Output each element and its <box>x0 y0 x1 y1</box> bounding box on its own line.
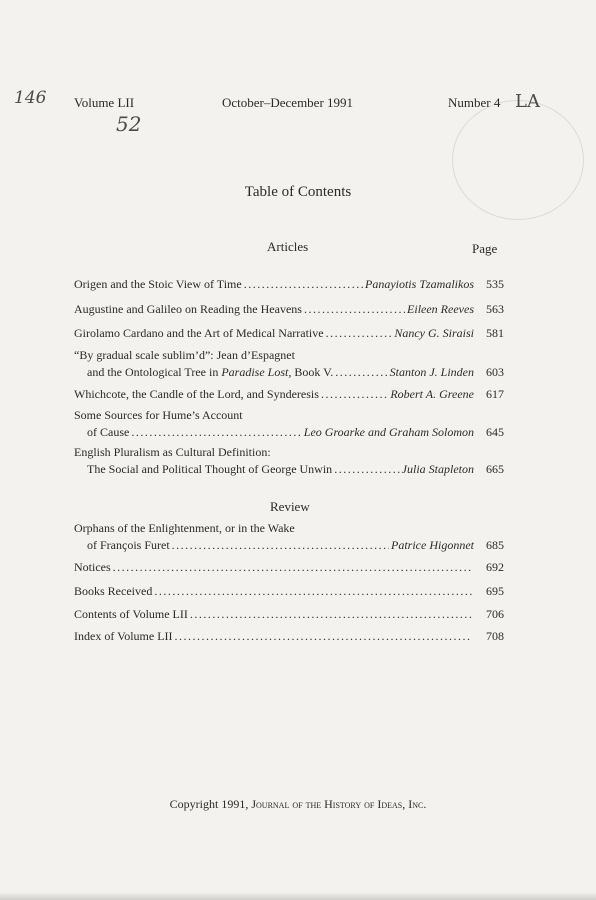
dot-leader <box>334 461 399 478</box>
entry-page: 645 <box>486 425 504 439</box>
dot-leader <box>113 559 472 576</box>
handwritten-corner-note: LA <box>515 91 540 112</box>
dot-leader <box>321 386 388 403</box>
toc-entry <box>74 583 504 600</box>
entry-page: 708 <box>486 629 504 643</box>
dot-leader <box>326 325 393 342</box>
entry-page: 706 <box>486 607 504 621</box>
volume-label: Volume LII <box>74 95 135 110</box>
articles-heading: Articles <box>267 239 309 254</box>
entry-author: Julia Stapleton <box>401 462 474 476</box>
dot-leader <box>131 424 301 441</box>
toc-entry <box>74 325 504 342</box>
library-stamp <box>452 100 584 220</box>
entry-title: Origen and the Stoic View of Time <box>74 277 242 291</box>
entry-title: Whichcote, the Candle of the Lord, and Synderesis <box>74 387 319 401</box>
entry-page: 581 <box>486 326 504 340</box>
entry-page: 603 <box>486 365 504 379</box>
entry-author: Panayiotis Tzamalikos <box>364 277 474 291</box>
entry-title-continued: and the Ontological Tree in <box>87 365 219 379</box>
toc-entry <box>74 606 504 623</box>
toc-entry <box>74 559 504 576</box>
page-heading: Page <box>472 241 498 256</box>
entry-title-continued: The Social and Political Thought of George Unwin <box>87 462 333 476</box>
toc-entry <box>74 347 504 381</box>
dot-leader <box>175 628 472 645</box>
journal-name: Journal of the History of Ideas, Inc. <box>251 797 427 811</box>
entry-page: 685 <box>486 538 504 552</box>
toc-entry <box>74 276 504 293</box>
review-heading: Review <box>270 499 310 514</box>
entry-title: Index of Volume LII <box>74 629 173 643</box>
entry-page: 695 <box>486 584 504 598</box>
handwritten-volume-note: 52 <box>116 112 142 136</box>
dot-leader <box>190 606 472 623</box>
entry-title: Orphans of the Enlightenment, or in the Wake <box>74 521 295 535</box>
entry-page: 692 <box>486 560 504 574</box>
entry-title: Notices <box>74 560 111 574</box>
toc-entry <box>74 301 504 318</box>
dot-leader <box>154 583 472 600</box>
toc-entry <box>74 520 504 554</box>
issue-date: October–December 1991 <box>222 95 354 110</box>
entry-title: Girolamo Cardano and the Art of Medical Narrative <box>74 326 324 340</box>
entry-title: Contents of Volume LII <box>74 607 188 621</box>
entry-page: 563 <box>486 302 504 316</box>
entry-author: Eileen Reeves <box>407 302 474 316</box>
entry-author: Patrice Higonnet <box>391 538 474 552</box>
toc-entry <box>74 444 504 478</box>
issue-number: Number 4 <box>448 95 501 110</box>
entry-title-italic: Paradise Lost, <box>221 365 292 379</box>
handwritten-shelf-note: 146 <box>14 88 47 108</box>
toc-entry <box>74 407 504 441</box>
entry-title-continued: of François Furet <box>87 538 170 552</box>
copyright-notice <box>0 797 596 812</box>
entry-title-continued: Book V. <box>294 365 334 379</box>
entry-author: Nancy G. Siraisi <box>394 326 474 340</box>
entry-author: Leo Groarke and Graham Solomon <box>303 425 474 439</box>
toc-entry <box>74 386 504 403</box>
toc-entry <box>74 628 504 645</box>
entry-page: 617 <box>486 387 504 401</box>
entry-title: Augustine and Galileo on Reading the Heavens <box>74 302 302 316</box>
entry-title-continued: of Cause <box>87 425 130 439</box>
entry-title: Some Sources for Hume’s Account <box>74 408 243 422</box>
table-of-contents-title: Table of Contents <box>244 184 352 200</box>
dot-leader <box>244 276 363 293</box>
entry-author: Stanton J. Linden <box>389 365 474 379</box>
entry-title: Books Received <box>74 584 153 598</box>
dot-leader <box>304 301 405 318</box>
dot-leader <box>335 364 387 381</box>
page-edge-shadow <box>0 892 596 900</box>
entry-page: 535 <box>486 277 504 291</box>
entry-page: 665 <box>486 462 504 476</box>
entry-title: English Pluralism as Cultural Definition: <box>74 445 271 459</box>
entry-title: “By gradual scale sublim’d”: Jean d’Espagnet <box>74 348 295 362</box>
copyright-prefix: Copyright 1991, <box>169 797 249 811</box>
dot-leader <box>172 537 389 554</box>
entry-author: Robert A. Greene <box>390 387 474 401</box>
